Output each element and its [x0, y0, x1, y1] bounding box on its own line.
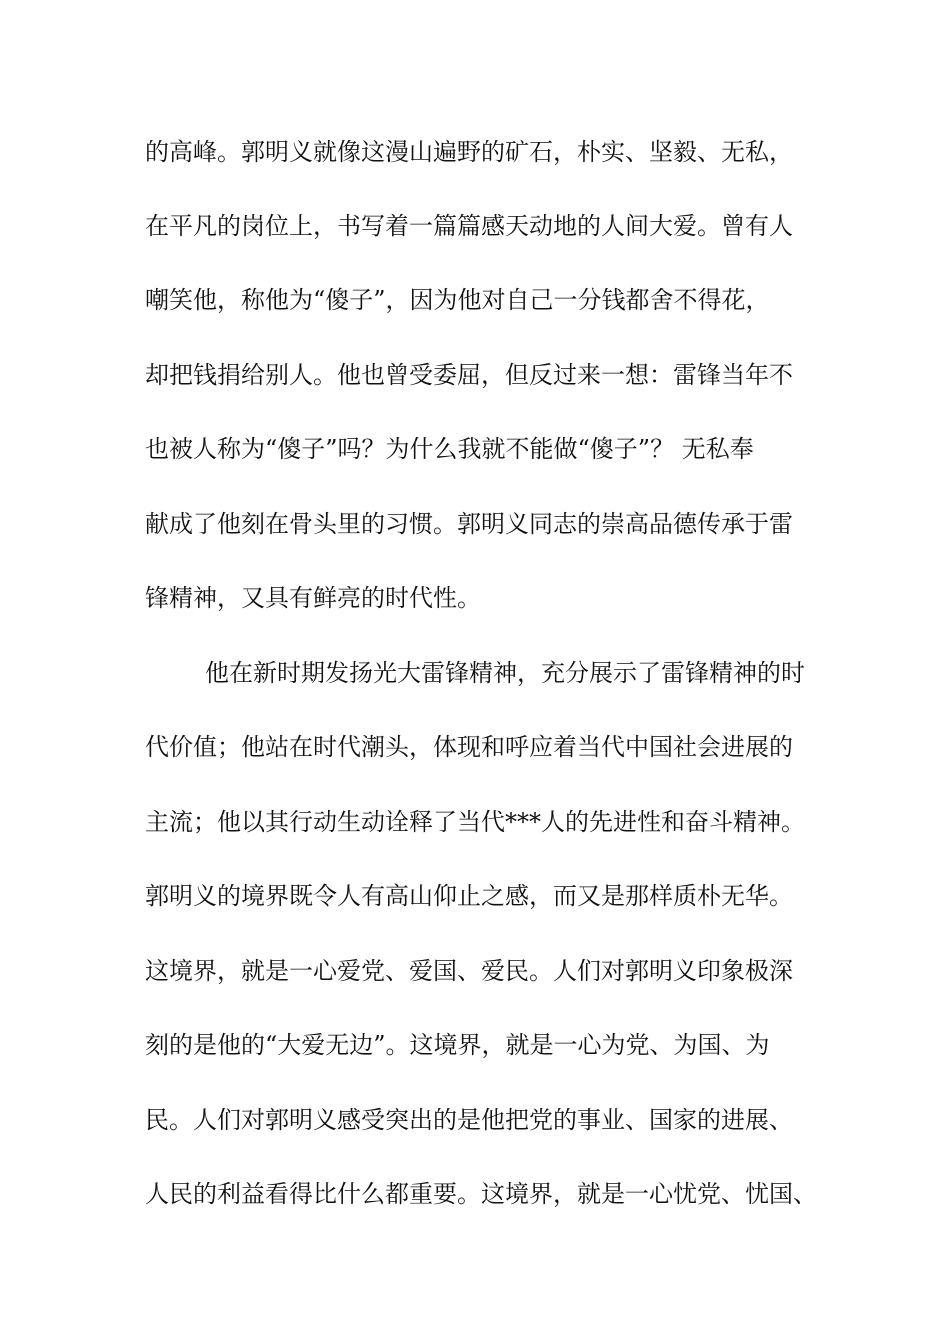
text-line: 人民的利益看得比什么都重要。这境界，就是一心忧党、忧国、 [145, 1180, 817, 1208]
text-line: 的高峰。郭明义就像这漫山遍野的矿石，朴实、坚毅、无私， [145, 138, 793, 166]
text-line: 代价值；他站在时代潮头，体现和呼应着当代中国社会进展的 [145, 733, 793, 761]
text-line: 郭明义的境界既令人有高山仰止之感，而又是那样质朴无华。 [145, 882, 793, 910]
text-line: 刻的是他的“大爱无边”。这境界，就是一心为党、为国、为 [145, 1031, 770, 1059]
text-line: 锋精神，又具有鲜亮的时代性。 [145, 584, 481, 612]
text-line: 也被人称为“傻子”吗？为什么我就不能做“傻子”？ 无私奉 [145, 435, 754, 463]
paragraph-first-line: 他在新时期发扬光大雷锋精神，充分展示了雷锋精神的时 [205, 659, 805, 687]
text-line: 却把钱捐给别人。他也曾受委屈，但反过来一想：雷锋当年不 [145, 361, 793, 389]
text-line: 主流；他以其行动生动诠释了当代***人的先进性和奋斗精神。 [145, 808, 805, 836]
text-line: 民。人们对郭明义感受突出的是他把党的事业、国家的进展、 [145, 1106, 793, 1134]
text-line: 嘲笑他，称他为“傻子”，因为他对自己一分钱都舍不得花， [145, 286, 770, 314]
text-line: 这境界，就是一心爱党、爱国、爱民。人们对郭明义印象极深 [145, 957, 793, 985]
text-line: 在平凡的岗位上，书写着一篇篇感天动地的人间大爱。曾有人 [145, 212, 793, 240]
text-line: 献成了他刻在骨头里的习惯。郭明义同志的崇高品德传承于雷 [145, 510, 793, 538]
